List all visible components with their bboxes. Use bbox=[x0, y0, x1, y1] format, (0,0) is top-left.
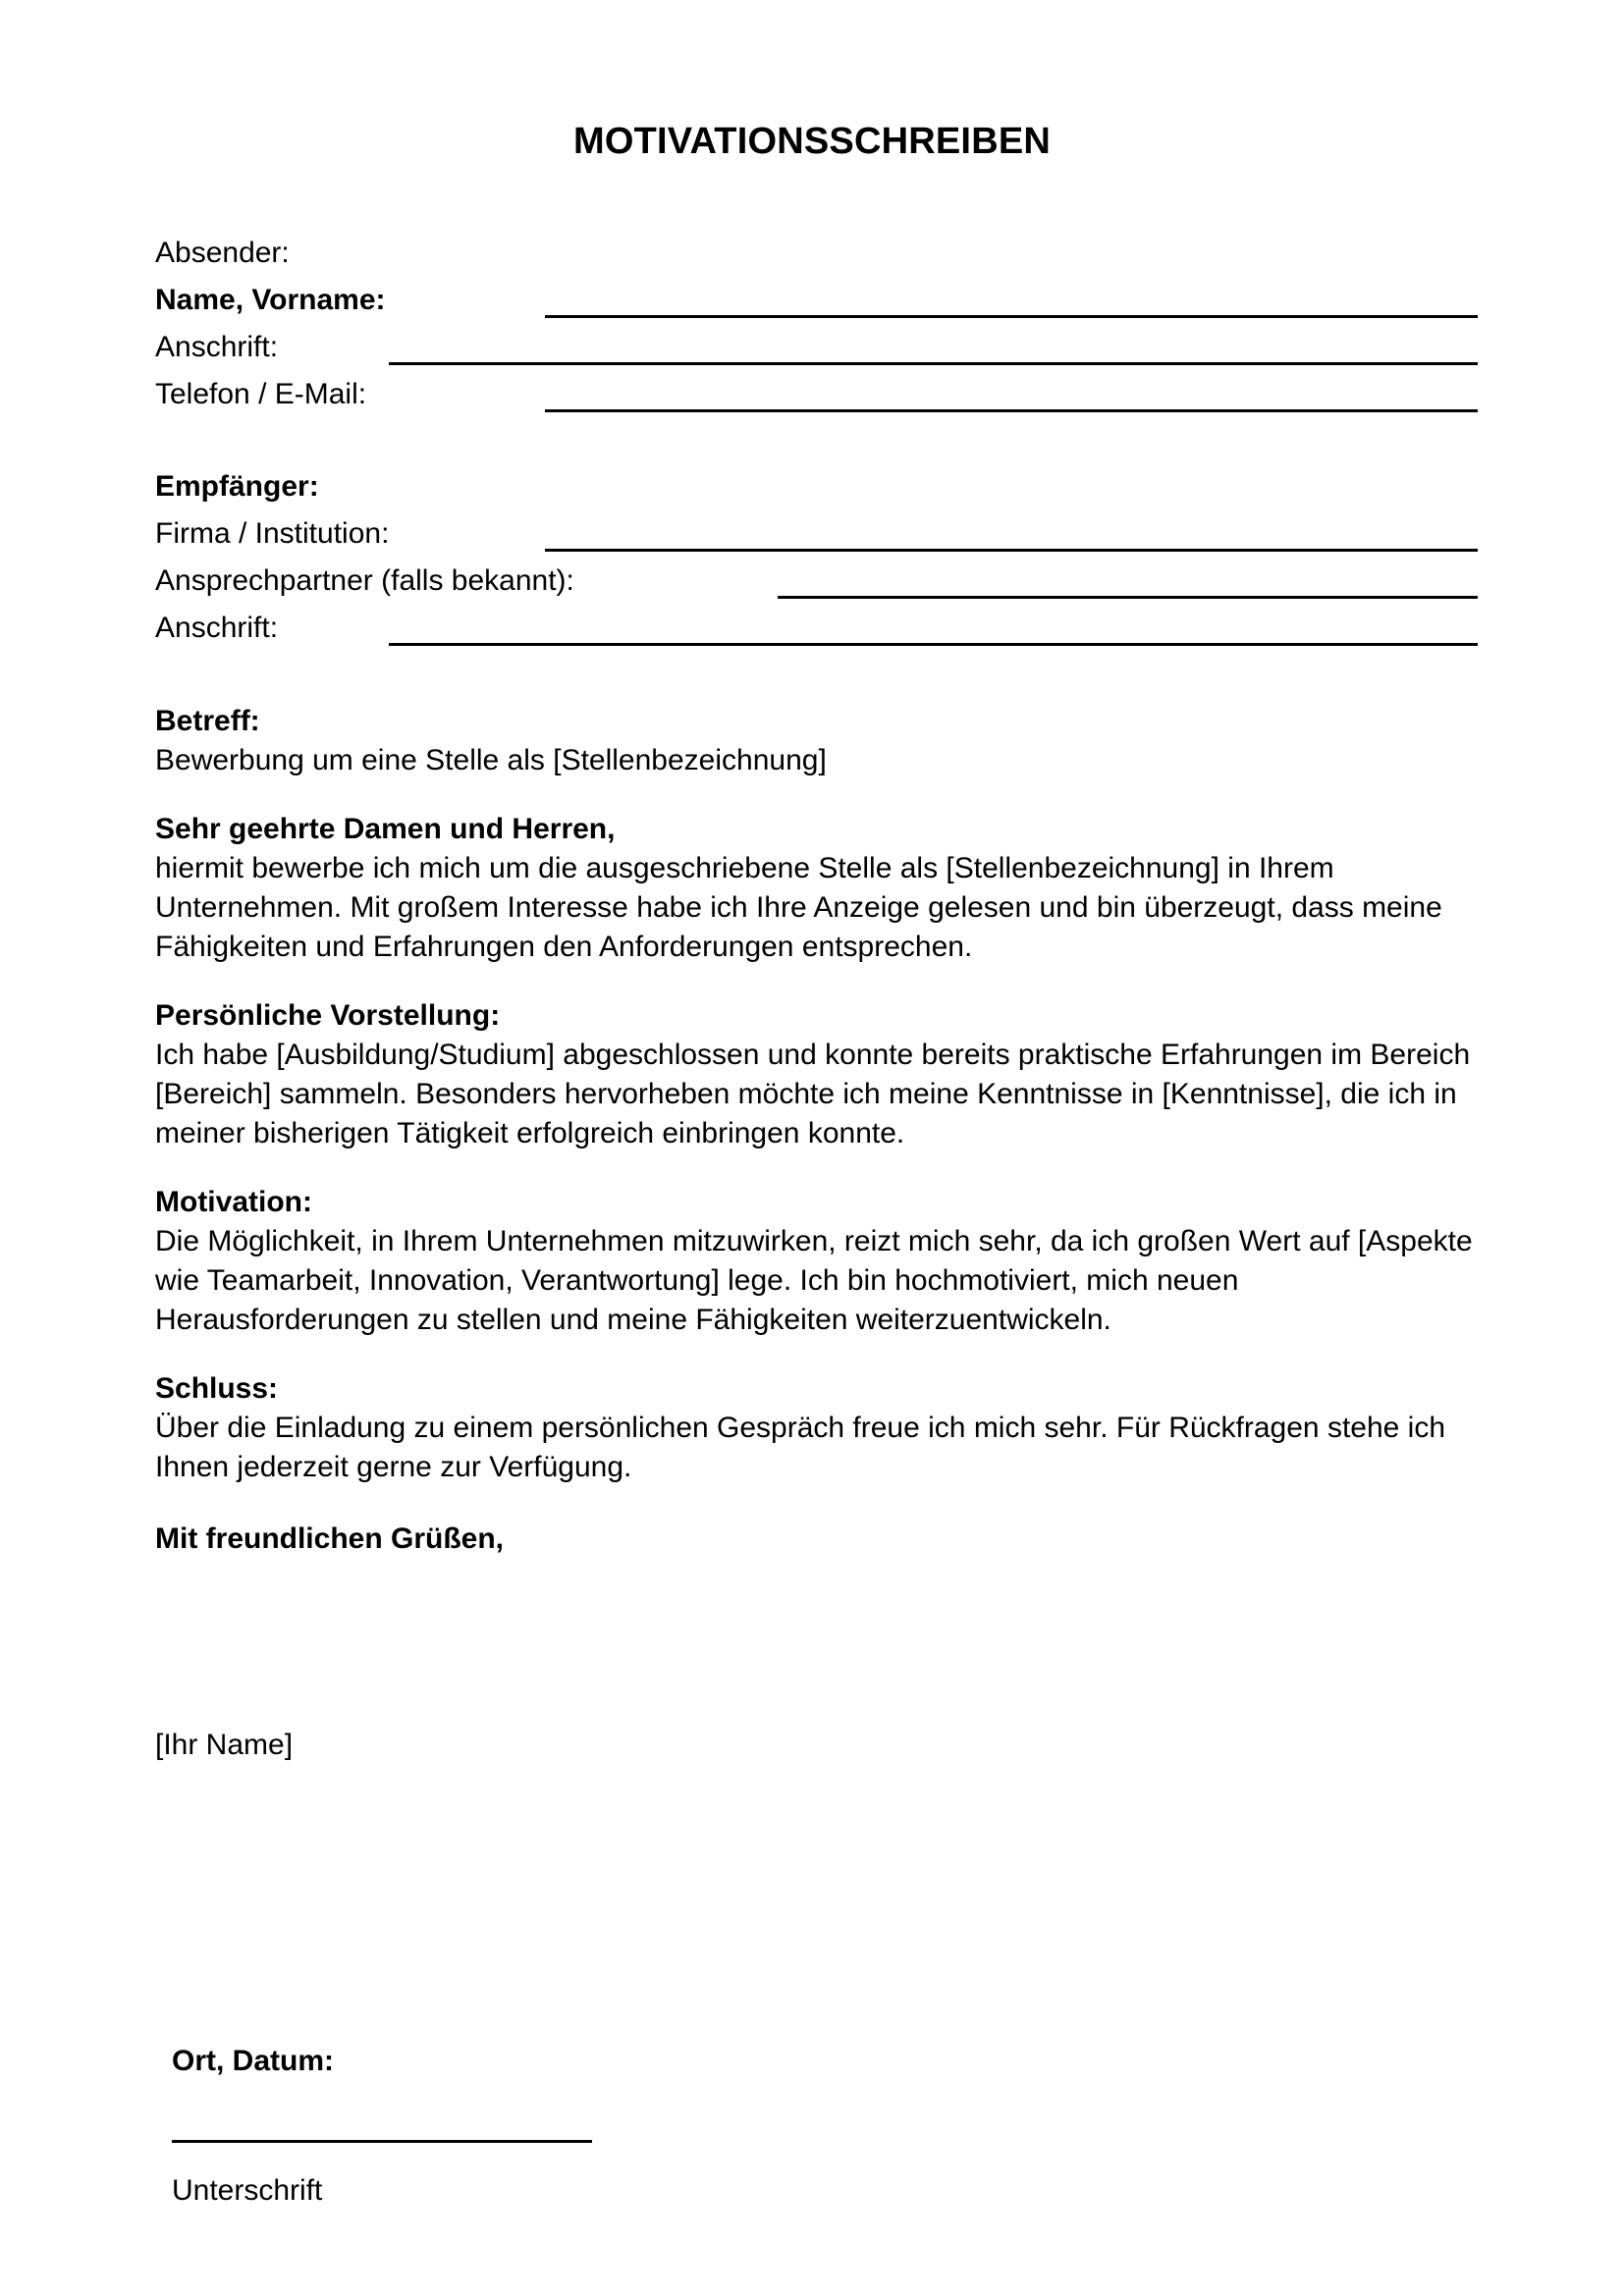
recipient-contact-person-field-line[interactable] bbox=[778, 596, 1478, 599]
motivation-heading: Motivation: bbox=[155, 1186, 312, 1218]
salutation-text: hiermit bewerbe ich mich um die ausgeschriebene Stelle als [Stellenbezeichnung] in Ihrem Unternehmen. Mit großem Interesse habe ich Ihre Anzeige gelesen und bin überzeugt, dass meine Fähigkeiten und Erfahrungen den Anforderungen entsprechen. bbox=[155, 852, 1442, 963]
sender-address-field-line[interactable] bbox=[389, 362, 1478, 365]
name-placeholder: [Ihr Name] bbox=[155, 1729, 294, 1761]
recipient-contact-person-label: Ansprechpartner (falls bekannt): bbox=[155, 564, 574, 597]
recipient-address-field-line[interactable] bbox=[389, 643, 1478, 646]
signature-label: Unterschrift bbox=[172, 2174, 323, 2207]
place-date-label: Ort, Datum: bbox=[172, 2045, 334, 2077]
introduction-text: Ich habe [Ausbildung/Studium] abgeschlossen und konnte bereits praktische Erfahrungen im Bereich [Bereich] sammeln. Besonders hervorheben möchte ich meine Kenntnisse in [Kenntnisse], die ich in meiner bisherigen Tätigkeit erfolgreich einbringen konnte. bbox=[155, 1039, 1471, 1149]
salutation-section bbox=[155, 810, 1490, 967]
motivation-section bbox=[155, 1183, 1490, 1340]
document-title: MOTIVATIONSSCHREIBEN bbox=[572, 121, 1052, 162]
subject-heading: Betreff: bbox=[155, 705, 260, 737]
closing-section bbox=[155, 1369, 1490, 1487]
closing-heading: Schluss: bbox=[155, 1372, 279, 1405]
recipient-company-label: Firma / Institution: bbox=[155, 517, 390, 550]
sender-name-field-line[interactable] bbox=[545, 315, 1478, 318]
signature-line[interactable] bbox=[172, 2140, 592, 2143]
introduction-section bbox=[155, 996, 1490, 1153]
motivation-text: Die Möglichkeit, in Ihrem Unternehmen mitzuwirken, reizt mich sehr, da ich großen Wert auf [Aspekte wie Teamarbeit, Innovation, Verantwortung] lege. Ich bin hochmotiviert, mich neuen Herausforderungen zu stellen und meine Fähigkeiten weiterzuentwickeln. bbox=[155, 1225, 1473, 1336]
sender-address-label: Anschrift: bbox=[155, 331, 279, 363]
subject-section bbox=[155, 702, 1490, 780]
sender-name-label: Name, Vorname: bbox=[155, 284, 386, 316]
salutation-heading: Sehr geehrte Damen und Herren, bbox=[155, 813, 616, 845]
sender-contact-field-line[interactable] bbox=[545, 409, 1478, 412]
recipient-address-label: Anschrift: bbox=[155, 612, 279, 644]
recipient-company-field-line[interactable] bbox=[545, 549, 1478, 552]
sender-heading: Absender: bbox=[155, 237, 290, 269]
regards-text: Mit freundlichen Grüßen, bbox=[155, 1522, 505, 1555]
introduction-heading: Persönliche Vorstellung: bbox=[155, 999, 501, 1032]
closing-text: Über die Einladung zu einem persönlichen Gespräch freue ich mich sehr. Für Rückfragen stehe ich Ihnen jederzeit gerne zur Verfügung. bbox=[155, 1412, 1446, 1483]
sender-contact-label: Telefon / E-Mail: bbox=[155, 378, 367, 410]
recipient-heading: Empfänger: bbox=[155, 470, 319, 503]
subject-text: Bewerbung um eine Stelle als [Stellenbezeichnung] bbox=[155, 744, 827, 776]
